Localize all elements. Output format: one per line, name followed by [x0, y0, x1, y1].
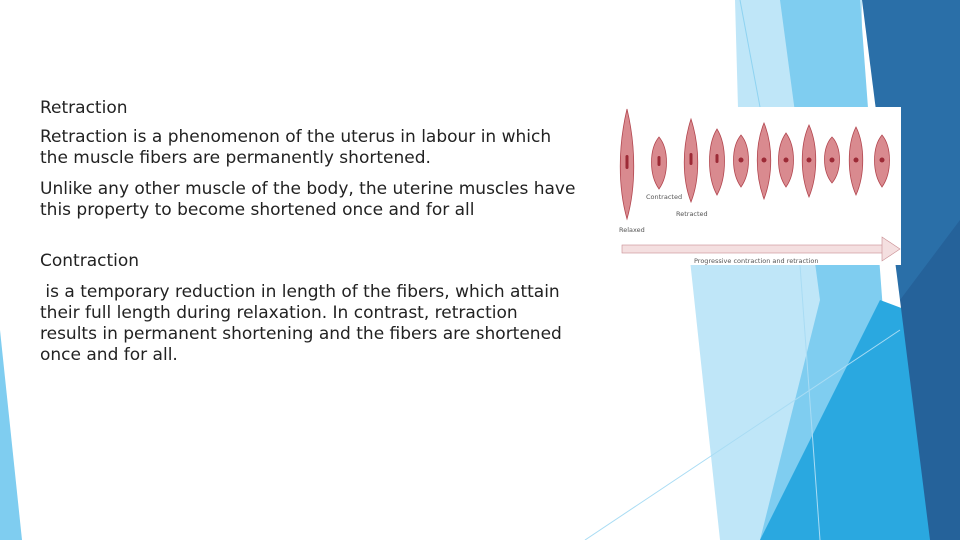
label-contracted: Contracted	[646, 193, 683, 201]
fiber-nucleus	[807, 158, 812, 163]
left-edge-facet	[0, 330, 22, 540]
fiber-nucleus	[784, 158, 789, 163]
heading-contraction: Contraction	[40, 251, 140, 271]
muscle-fiber-cells	[620, 109, 889, 219]
heading-retraction: Retraction	[40, 98, 128, 118]
fiber-nucleus	[830, 158, 835, 163]
fiber-nucleus	[626, 155, 629, 169]
fiber-nucleus	[762, 158, 767, 163]
fiber-nucleus	[880, 158, 885, 163]
label-relaxed: Relaxed	[619, 226, 645, 234]
fiber-nucleus	[690, 153, 693, 165]
retraction-property: Unlike any other muscle of the body, the uterine muscles have this property to become shortened once and for all	[40, 179, 581, 220]
fiber-nucleus	[716, 154, 719, 163]
slide-text	[40, 98, 580, 366]
contraction-definition: is a temporary reduction in length of the fibers, which attain their full length during relaxation. In contrast, retraction results in permanent shortening and the fibers are shortened once and for all.	[40, 282, 568, 365]
fiber-nucleus	[739, 158, 744, 163]
fiber-nucleus	[658, 156, 661, 166]
label-retracted: Retracted	[676, 210, 708, 218]
arrow-caption: Progressive contraction and retraction	[694, 257, 819, 265]
fiber-nucleus	[854, 158, 859, 163]
muscle-fiber-figure	[616, 107, 901, 265]
retraction-definition: Retraction is a phenomenon of the uterus in labour in which the muscle fibers are permanently shortened.	[40, 127, 557, 168]
